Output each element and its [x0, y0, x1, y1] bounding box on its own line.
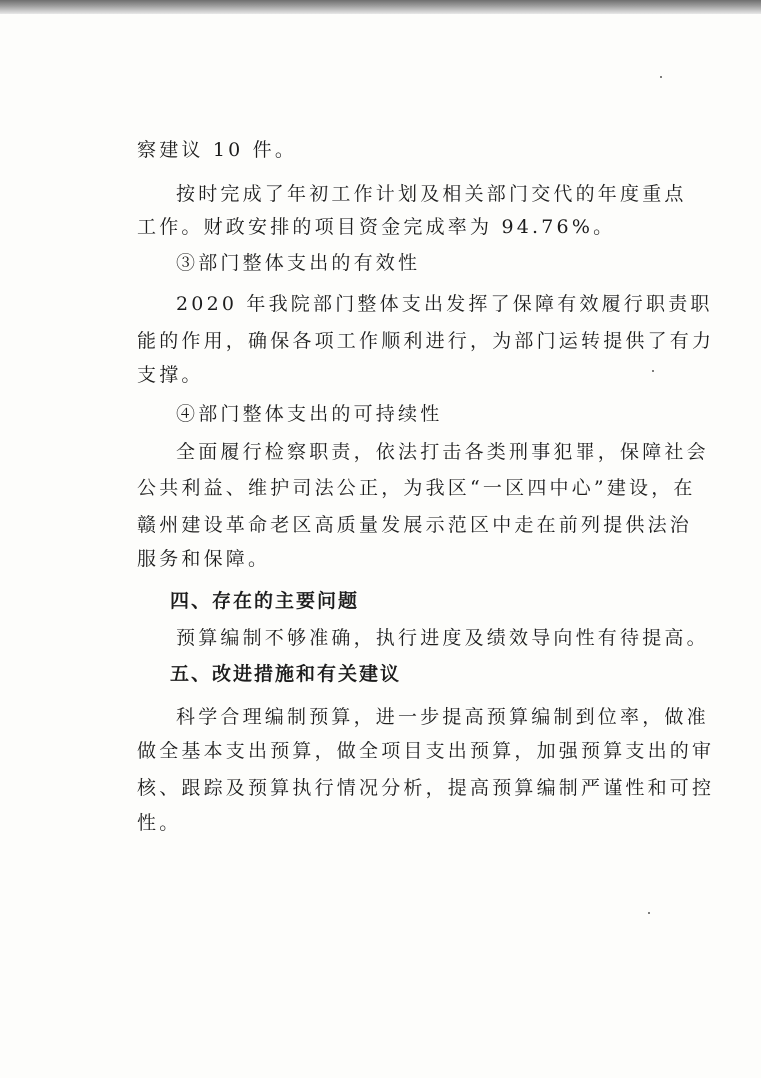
- body-line: 察建议 10 件。: [137, 139, 298, 161]
- scan-speck: [648, 912, 650, 914]
- body-line: 科学合理编制预算，进一步提高预算编制到位率，做准: [176, 706, 709, 728]
- body-line: 按时完成了年初工作计划及相关部门交代的年度重点: [176, 183, 687, 205]
- scan-speck: [652, 370, 654, 372]
- scan-speck: [660, 76, 662, 78]
- subsection-title: ③部门整体支出的有效性: [176, 252, 421, 274]
- body-line: 工作。财政安排的项目资金完成率为 94.76%。: [137, 216, 616, 238]
- body-line: 核、跟踪及预算执行情况分析，提高预算编制严谨性和可控: [137, 777, 715, 799]
- body-line: 做全基本支出预算，做全项目支出预算，加强预算支出的审: [137, 740, 715, 762]
- section-heading: 五、改进措施和有关建议: [170, 663, 402, 685]
- body-line: 全面履行检察职责，依法打击各类刑事犯罪，保障社会: [176, 441, 709, 463]
- body-line: 能的作用，确保各项工作顺利进行，为部门运转提供了有力: [137, 330, 715, 352]
- body-line: 公共利益、维护司法公正，为我区“一区四中心”建设，在: [137, 477, 696, 499]
- body-line: 预算编制不够准确，执行进度及绩效导向性有待提高。: [176, 627, 709, 649]
- body-line: 2020 年我院部门整体支出发挥了保障有效履行职责职: [176, 293, 713, 315]
- body-line: 支撑。: [137, 364, 204, 386]
- section-heading: 四、存在的主要问题: [170, 590, 360, 612]
- body-line: 性。: [137, 812, 182, 834]
- body-line: 服务和保障。: [137, 548, 271, 570]
- subsection-title: ④部门整体支出的可持续性: [176, 403, 443, 425]
- body-line: 赣州建设革命老区高质量发展示范区中走在前列提供法治: [137, 514, 693, 536]
